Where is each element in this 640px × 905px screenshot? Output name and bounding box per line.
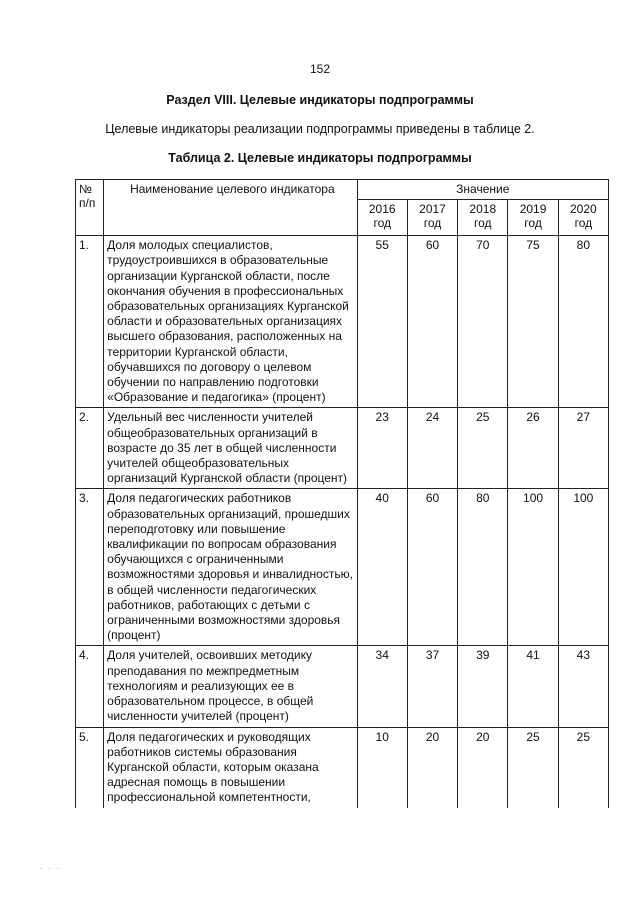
row-value: 25 — [558, 727, 608, 808]
row-value: 100 — [558, 489, 608, 646]
row-value: 10 — [357, 727, 407, 808]
row-value: 23 — [357, 408, 407, 489]
header-year-label: 2019 — [519, 202, 547, 217]
page-number: 152 — [309, 62, 331, 76]
row-value: 25 — [458, 408, 508, 489]
table-row — [76, 727, 609, 808]
row-value: 24 — [407, 408, 457, 489]
row-number: 5. — [76, 727, 104, 808]
row-value: 55 — [357, 236, 407, 408]
row-value: 60 — [407, 236, 457, 408]
row-indicator-name: Удельный вес численности учителей общеобразовательных организаций в возрасте до 35 лет в общей численности учителей общеобразовательных организаций Курганской области (процент) — [104, 408, 357, 489]
header-year-label: 2016 — [368, 202, 396, 217]
row-value: 60 — [407, 489, 457, 646]
header-year — [558, 200, 608, 236]
row-indicator-name: Доля педагогических и руководящих работников системы образования Курганской области, которым оказана адресная помощь в повышении профессиональной компетентности, — [104, 727, 357, 808]
row-value: 34 — [357, 646, 407, 727]
row-value: 39 — [458, 646, 508, 727]
header-year-unit: год — [474, 216, 492, 231]
table-row — [76, 489, 609, 646]
row-value: 70 — [458, 236, 508, 408]
row-indicator-name: Доля молодых специалистов, трудоустроившихся в образовательные организации Курганской области, после окончания обучения в профессиональных образовательных организациях Курганской области и образовательных организациях высшего образования, расположенных на территории Курганской области, обучавшихся по договору о целевом обучении по направлению подготовки «Образование и педагогика» (процент) — [104, 236, 357, 408]
header-year-label: 2020 — [570, 202, 597, 217]
scan-mark: . . . — [40, 862, 62, 871]
header-year-unit: год — [574, 216, 593, 231]
table-title: Таблица 2. Целевые индикаторы подпрограммы — [168, 151, 472, 165]
row-value: 20 — [458, 727, 508, 808]
row-value: 100 — [508, 489, 558, 646]
row-number: 4. — [76, 646, 104, 727]
table-row — [76, 646, 609, 727]
header-year-unit: год — [524, 216, 542, 231]
header-year — [458, 200, 508, 236]
section-title: Раздел VIII. Целевые индикаторы подпрограммы — [166, 93, 474, 107]
row-value: 80 — [458, 489, 508, 646]
row-value: 75 — [508, 236, 558, 408]
header-year — [357, 200, 407, 236]
header-year — [407, 200, 457, 236]
header-year-unit: год — [373, 216, 391, 231]
row-value: 43 — [558, 646, 608, 727]
row-value: 26 — [508, 408, 558, 489]
row-number: 1. — [76, 236, 104, 408]
row-value: 25 — [508, 727, 558, 808]
table-row — [76, 408, 609, 489]
row-indicator-name: Доля педагогических работников образовательных организаций, прошедших переподготовку или повышение квалификации по вопросам образования обучающихся с ограниченными возможностями здоровья и инвалидностью, в общей численности педагогических работников, работающих с детьми с ограниченными возможностями здоровья (процент) — [104, 489, 357, 646]
header-year-unit: год — [423, 216, 442, 231]
row-value: 41 — [508, 646, 558, 727]
row-value: 20 — [407, 727, 457, 808]
header-year — [508, 200, 558, 236]
intro-text: Целевые индикаторы реализации подпрограммы приведены в таблице 2. — [105, 122, 535, 136]
row-value: 37 — [407, 646, 457, 727]
header-year-label: 2017 — [419, 202, 446, 217]
row-number: 3. — [76, 489, 104, 646]
row-value: 40 — [357, 489, 407, 646]
header-indicator-name: Наименование целевого индикатора — [104, 180, 357, 236]
row-value: 27 — [558, 408, 608, 489]
row-number: 2. — [76, 408, 104, 489]
header-year-label: 2018 — [469, 202, 497, 217]
indicators-table — [75, 179, 609, 808]
table-row — [76, 236, 609, 408]
row-indicator-name: Доля учителей, освоивших методику преподавания по межпредметным технологиям и реализующих ее в образовательном процессе, в общей численности учителей (процент) — [104, 646, 357, 727]
header-value: Значение — [357, 180, 608, 200]
header-number: № п/п — [76, 180, 104, 236]
row-value: 80 — [558, 236, 608, 408]
